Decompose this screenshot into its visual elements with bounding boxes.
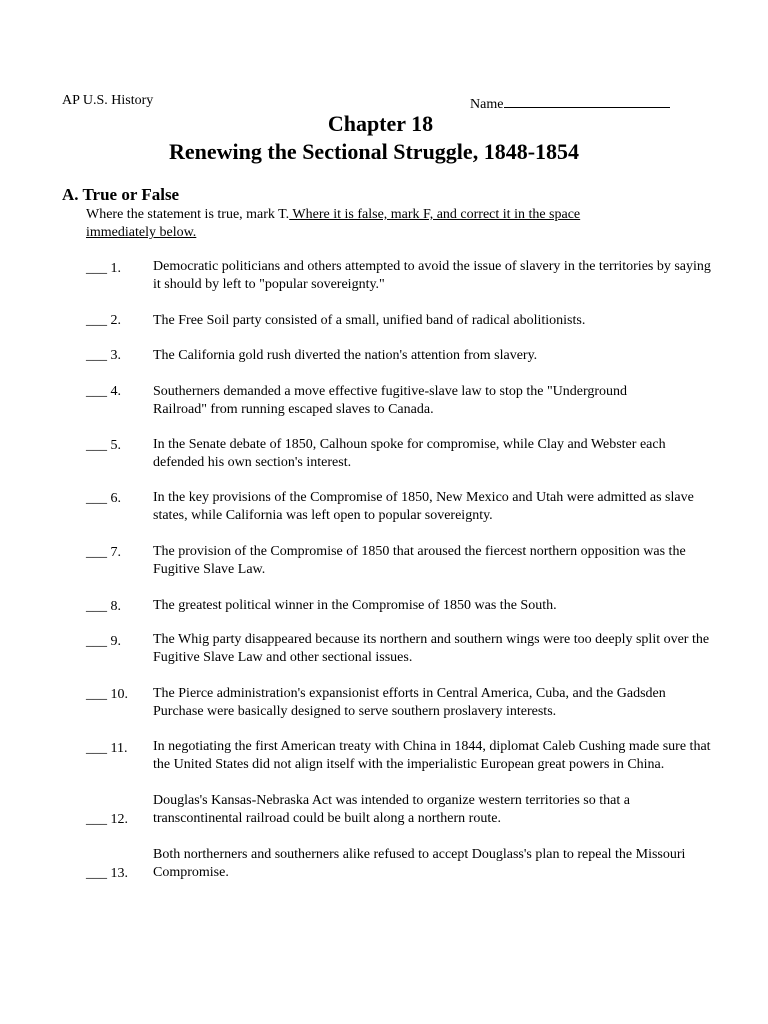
section-instructions bbox=[86, 206, 626, 242]
question-text-8: The greatest political winner in the Compromise of 1850 was the South. bbox=[153, 598, 557, 613]
course-label: AP U.S. History bbox=[62, 93, 154, 108]
instructions-plain: Where the statement is true, mark T. bbox=[86, 207, 290, 222]
question-text-13: Both northerners and southerners alike refused to accept Douglass's plan to repeal the Missouri Compromise. bbox=[153, 847, 686, 880]
instructions-underlined: Where it is false, mark F, and correct it in the space immediately below. bbox=[86, 207, 581, 240]
answer-blank-6[interactable]: ___ 6. bbox=[86, 491, 121, 506]
question-text-12: Douglas's Kansas-Nebraska Act was intended to organize western territories so that a transcontinental railroad could be built along a northern route. bbox=[153, 793, 630, 826]
question-text-2: The Free Soil party consisted of a small, unified band of radical abolitionists. bbox=[153, 313, 586, 328]
question-text-1: Democratic politicians and others attempted to avoid the issue of slavery in the territories by saying it should by left to "popular sovereignty." bbox=[153, 259, 711, 292]
answer-blank-4[interactable]: ___ 4. bbox=[86, 384, 121, 399]
answer-blank-7[interactable]: ___ 7. bbox=[86, 545, 121, 560]
name-blank-line[interactable] bbox=[504, 93, 670, 108]
question-text-10: The Pierce administration's expansionist efforts in Central America, Cuba, and the Gadsden Purchase were basically designed to serve southern proslavery interests. bbox=[153, 686, 666, 719]
chapter-subtitle: Renewing the Sectional Struggle, 1848-1854 bbox=[168, 139, 580, 164]
answer-blank-13[interactable]: ___ 13. bbox=[86, 866, 128, 881]
answer-blank-8[interactable]: ___ 8. bbox=[86, 599, 121, 614]
chapter-title: Chapter 18 bbox=[327, 111, 434, 136]
question-text-9: The Whig party disappeared because its northern and southern wings were too deeply split over the Fugitive Slave Law and other sectional issues. bbox=[153, 632, 710, 665]
answer-blank-11[interactable]: ___ 11. bbox=[86, 741, 128, 756]
question-text-7: The provision of the Compromise of 1850 that aroused the fiercest northern opposition was the Fugitive Slave Law. bbox=[153, 544, 686, 577]
answer-blank-10[interactable]: ___ 10. bbox=[86, 687, 128, 702]
question-text-6: In the key provisions of the Compromise of 1850, New Mexico and Utah were admitted as slave states, while California was left open to popular sovereignty. bbox=[153, 490, 694, 523]
answer-blank-5[interactable]: ___ 5. bbox=[86, 438, 121, 453]
name-label: Name bbox=[470, 97, 504, 112]
answer-blank-12[interactable]: ___ 12. bbox=[86, 812, 128, 827]
question-text-11: In negotiating the first American treaty with China in 1844, diplomat Caleb Cushing made sure that the United States did not align itself with the imperialistic European great powers in China. bbox=[153, 739, 711, 772]
question-text-5: In the Senate debate of 1850, Calhoun spoke for compromise, while Clay and Webster each defended his own section's interest. bbox=[153, 437, 666, 470]
section-title: A. True or False bbox=[62, 185, 180, 204]
question-text-3: The California gold rush diverted the nation's attention from slavery. bbox=[153, 348, 538, 363]
answer-blank-2[interactable]: ___ 2. bbox=[86, 313, 121, 328]
question-text-4: Southerners demanded a move effective fugitive-slave law to stop the "Underground Railroad" from running escaped slaves to Canada. bbox=[153, 384, 628, 417]
answer-blank-1[interactable]: ___ 1. bbox=[86, 261, 121, 276]
answer-blank-9[interactable]: ___ 9. bbox=[86, 634, 121, 649]
answer-blank-3[interactable]: ___ 3. bbox=[86, 348, 121, 363]
